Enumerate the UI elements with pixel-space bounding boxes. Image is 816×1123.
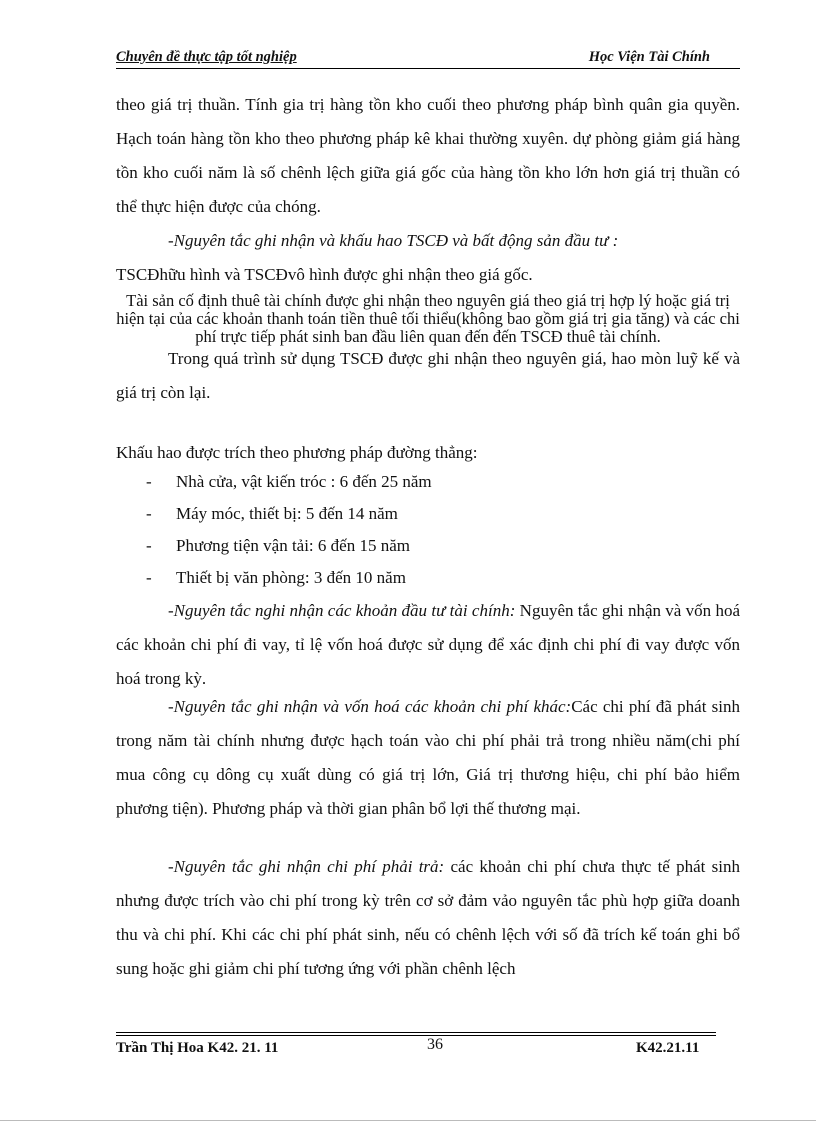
paragraph-inventory: theo giá trị thuần. Tính gia trị hàng tồn kho cuối theo phương pháp bình quân gia quyền. Hạch toán hàng tồn kho theo phương pháp kê khai thường xuyên. dự phòng giảm giá hàng tồn kho cuối năm là số chênh lệch giữa giá gốc của hàng tồn kho lớn hơn giá trị thuần có thể thực hiện được của chóng. <box>116 95 740 216</box>
header-left: Chuyên đề thực tập tốt nghiệp <box>116 49 297 65</box>
header-right: Học Viện Tài Chính <box>588 49 710 65</box>
paragraph-payables: -Nguyên tắc ghi nhận chi phí phải trả: các khoản chi phí chưa thực tế phát sinh nhưng được trích vào chi phí trong kỳ trên cơ sở đảm vảo nguyên tắc phù hợp giữa doanh thu và chi phí. Khi các chi phí phát sinh, nếu có chênh lệch với số đã trích kế toán ghi bổ sung hoặc ghi giảm chi phí tương ứng với phần chênh lệch <box>116 857 740 978</box>
paragraph-other-costs: -Nguyên tắc ghi nhận và vốn hoá các khoản chi phí khác:Các chi phí đã phát sinh trong năm tài chính nhưng được hạch toán vào chi phí phải trả trong nhiều năm(chi phí mua công cụ dông cụ xuất dùng có giá trị lớn, Giá trị thương hiệu, chi phí bảo hiểm phương tiện). Phương pháp và thời gian phân bổ lợi thế thương mại. <box>116 697 740 818</box>
other-costs-heading: -Nguyên tắc ghi nhận và vốn hoá các khoản chi phí khác: <box>168 697 572 716</box>
financial-investment-heading: -Nguyên tắc nghi nhận các khoản đầu tư tài chính: <box>168 601 516 620</box>
footer-rule-inner <box>116 1035 716 1036</box>
fixed-assets-text: TSCĐhữu hình và TSCĐvô hình được ghi nhận theo giá gốc. <box>116 265 533 284</box>
paragraph-usage: Trong quá trình sử dụng TSCĐ được ghi nhận theo nguyên giá, hao mòn luỹ kế và giá trị còn lại. <box>116 349 740 402</box>
list-item: - Nhà cửa, vật kiến tróc : 6 đến 25 năm <box>146 472 432 491</box>
footer-class-code: K42.21.11 <box>636 1040 700 1056</box>
list-item: - Phương tiện vận tải: 6 đến 15 năm <box>146 536 410 555</box>
list-item: - Thiết bị văn phòng: 3 đến 10 năm <box>146 568 406 587</box>
paragraph-financial-investment: -Nguyên tắc nghi nhận các khoản đầu tư tài chính: Nguyên tắc ghi nhận và vốn hoá các khoản chi phí đi vay, tỉ lệ vốn hoá được sử dụng để xác định chi phí đi vay được vốn hoá trong kỳ. <box>116 601 741 688</box>
page-edge <box>0 1120 816 1121</box>
paragraph-fixed-assets <box>116 224 740 292</box>
fixed-assets-heading: -Nguyên tắc ghi nhận và khấu hao TSCĐ và bất động sản đầu tư : <box>168 231 619 250</box>
paragraph-finance-lease: Tài sản cố định thuê tài chính được ghi nhận theo nguyên giá theo giá trị hợp lý hoặc giá trị hiện tại của các khoản thanh toán tiền thuê tối thiểu(không bao gồm giá trị gia tăng) và các chi phí trực tiếp phát sinh ban đầu liên quan đến đến TSCĐ thuê tài chính. <box>116 291 740 346</box>
paragraph-depreciation: Khấu hao được trích theo phương pháp đường thẳng: <box>116 443 478 462</box>
page-header <box>116 48 740 69</box>
footer-rule <box>116 1032 716 1033</box>
footer-author: Trần Thị Hoa K42. 21. 11 <box>116 1040 279 1056</box>
payables-heading: -Nguyên tắc ghi nhận chi phí phải trả: <box>168 857 445 876</box>
page-number: 36 <box>427 1036 443 1053</box>
list-item: - Máy móc, thiết bị: 5 đến 14 năm <box>146 504 398 523</box>
